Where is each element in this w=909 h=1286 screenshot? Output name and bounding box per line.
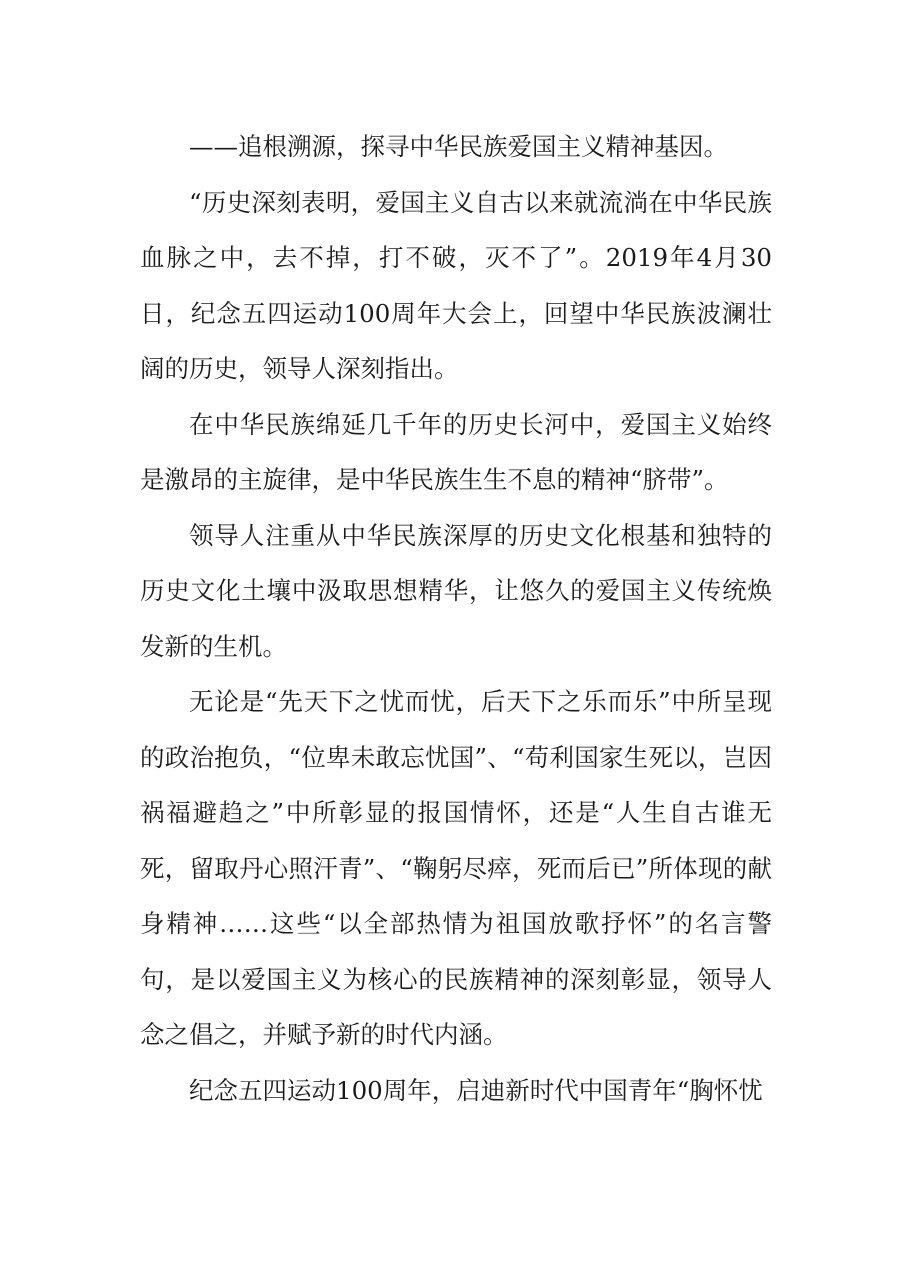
section-subtitle: ——追根溯源，探寻中华民族爱国主义精神基因。 (189, 132, 728, 161)
paragraph-1: “历史深刻表明，爱国主义自古以来就流淌在中华民族血脉之中，去不掉，打不破，灭不了”。2019年4月30日，纪念五四运动100周年大会上，回望中华民族波澜壮阔的历史，领导人深刻指出。 (140, 187, 772, 383)
paragraph-3: 领导人注重从中华民族深厚的历史文化根基和独特的历史文化土壤中汲取思想精华，让悠久的爱国主义传统焕发新的生机。 (140, 520, 772, 661)
paragraph-2: 在中华民族绵延几千年的历史长河中，爱国主义始终是激昂的主旋律，是中华民族生生不息的精神“脐带”。 (140, 409, 772, 494)
paragraph-5: 纪念五四运动100周年，启迪新时代中国青年“胸怀忧 (189, 1075, 763, 1105)
document-body (140, 119, 772, 1118)
paragraph-4: 无论是“先天下之忧而忧，后天下之乐而乐”中所呈现的政治抱负，“位卑未敢忘忧国”、“苟利国家生死以，岂因祸福避趋之”中所彰显的报国情怀，还是“人生自古谁无死，留取丹心照汗青”、“鞠躬尽瘁，死而后已”所体现的献身精神……这些“以全部热情为祖国放歌抒怀”的名言警句，是以爱国主义为核心的民族精神的深刻彰显，领导人念之倡之，并赋予新的时代内涵。 (140, 687, 772, 1049)
